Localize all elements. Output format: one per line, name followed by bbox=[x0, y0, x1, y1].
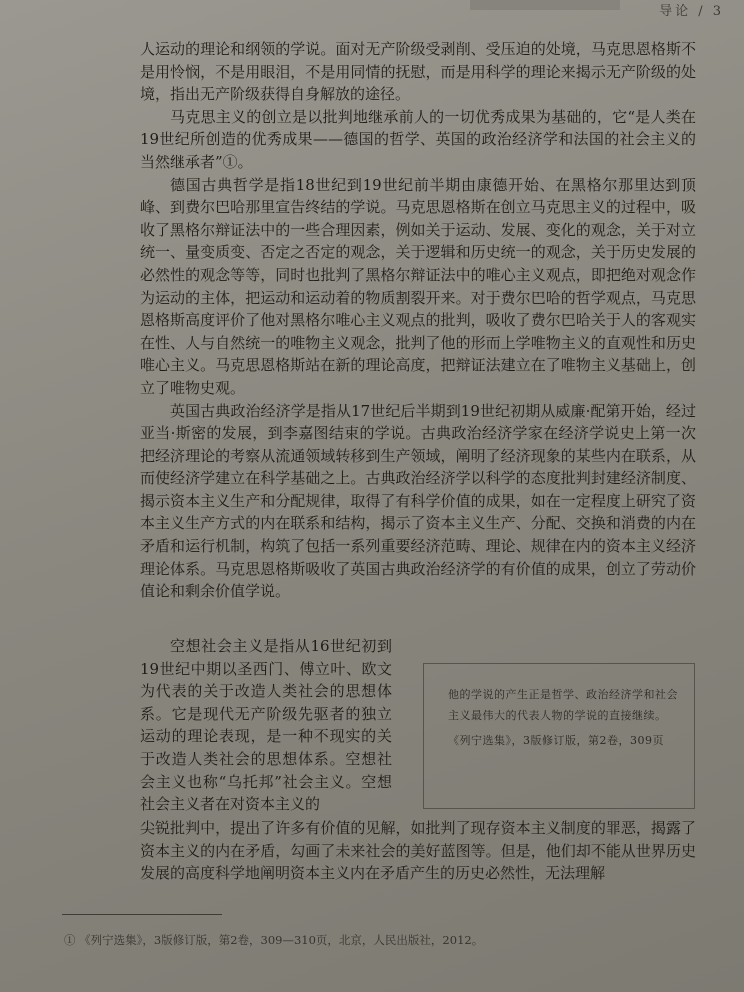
sidebox-source: 《列宁选集》，3版修订版，第2卷，309页 bbox=[448, 734, 664, 747]
main-text-bottom bbox=[140, 817, 696, 885]
paragraph: 马克思主义的创立是以批判地继承前人的一切优秀成果为基础的，它“是人类在19世纪所创造的优秀成果——德国的哲学、英国的政治经济学和法国的社会主义的当然继承者”①。 bbox=[140, 107, 696, 171]
paragraph: 人运动的理论和纲领的学说。面对无产阶级受剥削、受压迫的处境，马克思恩格斯不是用怜悯，不是用眼泪，不是用同情的抚慰，而是用科学的理论来揭示无产阶级的处境，指出无产阶级获得自身解放的途径。 bbox=[140, 40, 696, 104]
main-text-top bbox=[140, 38, 696, 603]
footnote: ① 《列宁选集》，3版修订版，第2卷，309—310页，北京，人民出版社，2012。 bbox=[64, 933, 484, 947]
sidebox-quote: 他的学说的产生正是哲学、政治经济学和社会主义最伟大的代表人物的学说的直接继续。 bbox=[448, 688, 678, 722]
running-header: 导论 / 3 bbox=[659, 4, 724, 19]
header-ghost bbox=[470, 0, 620, 10]
paragraph: 英国古典政治经济学是指从17世纪后半期到19世纪初期从威廉·配第开始，经过亚当·斯密的发展，到李嘉图结束的学说。古典政治经济学家在经济学说史上第一次把经济理论的考察从流通领域转移到生产领域，阐明了经济现象的某些内在联系，从而使经济学建立在科学基础之上。古典政治经济学以科学的态度批判封建经济制度、揭示资本主义生产和分配规律，取得了有科学价值的成果，如在一定程度上研究了资本主义生产方式的内在联系和结构，揭示了资本主义生产、分配、交换和消费的内在矛盾和运行机制，构筑了包括一系列重要经济范畴、理论、规律在内的资本主义经济理论体系。马克思恩格斯吸收了英国古典政治经济学的有价值的成果，创立了劳动价值论和剩余价值学说。 bbox=[140, 401, 696, 601]
main-text-narrow bbox=[140, 635, 392, 816]
paragraph: 尖锐批判中，提出了许多有价值的见解，如批判了现存资本主义制度的罪恶，揭露了资本主义的内在矛盾，勾画了未来社会的美好蓝图等。但是，他们却不能从世界历史发展的高度科学地阐明资本主义内在矛盾产生的历史必然性，无法理解 bbox=[140, 819, 696, 883]
paragraph: 德国古典哲学是指18世纪到19世纪前半期由康德开始、在黑格尔那里达到顶峰、到费尔巴哈那里宣告终结的学说。马克思恩格斯在创立马克思主义的过程中，吸收了黑格尔辩证法中的一些合理因素，例如关于运动、发展、变化的观念，关于对立统一、量变质变、否定之否定的观念，关于逻辑和历史统一的观念，关于历史发展的必然性的观念等等，同时也批判了黑格尔辩证法中的唯心主义观点，即把绝对观念作为运动的主体，把运动和运动着的物质割裂开来。对于费尔巴哈的哲学观点，马克思恩格斯高度评价了他对黑格尔唯心主义观点的批判，吸收了费尔巴哈关于人的客观实在性、人与自然统一的唯物主义观念，批判了他的形而上学唯物主义的直观性和历史唯心主义。马克思恩格斯站在新的理论高度，把辩证法建立在了唯物主义基础上，创立了唯物史观。 bbox=[140, 175, 696, 397]
quote-sidebox bbox=[423, 663, 695, 809]
footnote-divider bbox=[62, 914, 222, 915]
paragraph: 空想社会主义是指从16世纪初到19世纪中期以圣西门、傅立叶、欧文为代表的关于改造人类社会的思想体系。它是现代无产阶级先驱者的独立运动的理论表现，是一种不现实的关于改造人类社会的思想体系。空想社会主义也称“乌托邦”社会主义。空想社会主义者在对资本主义的 bbox=[140, 637, 392, 814]
